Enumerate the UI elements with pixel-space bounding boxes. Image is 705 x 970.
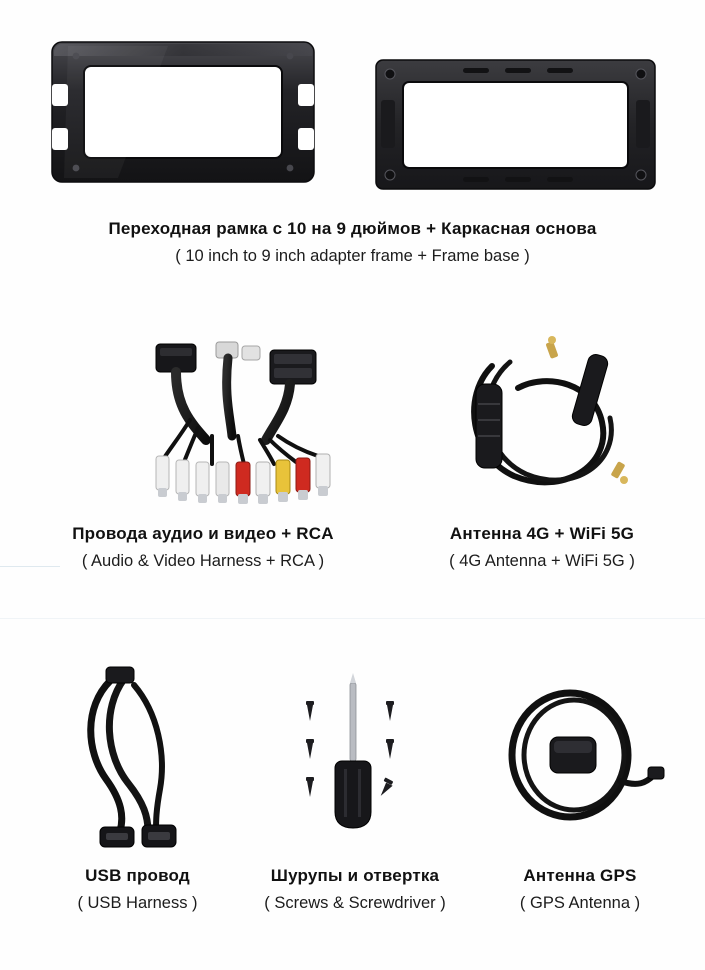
gps-caption-ru: Антенна GPS (523, 866, 637, 885)
usb-caption-en: ( USB Harness ) (77, 894, 198, 913)
section-frames (0, 0, 705, 300)
section-accessories (0, 645, 705, 945)
harness-caption-block (18, 523, 388, 573)
usb-harness-icon (62, 659, 242, 849)
frames-caption-en: ( 10 inch to 9 inch adapter frame + Frame base ) (175, 247, 530, 266)
antenna-caption-ru: Антенна 4G + WiFi 5G (449, 524, 635, 543)
usb-caption-ru: USB провод (85, 866, 190, 885)
antenna-caption-en: ( 4G Antenna + WiFi 5G ) (449, 552, 635, 571)
frames-caption-block (0, 218, 705, 268)
gps-caption-en: ( GPS Antenna ) (519, 894, 641, 913)
decorative-hairline-right (0, 618, 705, 619)
screws-caption-ru: Шурупы и отвертка (270, 866, 440, 885)
4g-wifi-antenna-icon (452, 336, 652, 516)
screws-screwdriver-icon (288, 669, 418, 849)
gps-caption-block (470, 865, 690, 915)
frames-image-group (0, 26, 705, 201)
frames-caption-ru: Переходная рамка с 10 на 9 дюймов + Каркасная основа (108, 219, 597, 238)
screws-caption-en: ( Screws & Screwdriver ) (264, 894, 446, 913)
audio-video-harness-rca-icon (120, 336, 390, 516)
gps-antenna-icon (490, 675, 670, 845)
antenna-caption-block (392, 523, 692, 573)
screws-caption-block (230, 865, 480, 915)
harness-caption-ru: Провода аудио и видео + RCA (72, 524, 334, 543)
adapter-frame-glossy-icon (48, 32, 318, 192)
section-harness-antenna (0, 318, 705, 608)
usb-caption-block (30, 865, 245, 915)
harness-caption-en: ( Audio & Video Harness + RCA ) (81, 552, 325, 571)
frame-base-matte-icon (373, 56, 658, 193)
